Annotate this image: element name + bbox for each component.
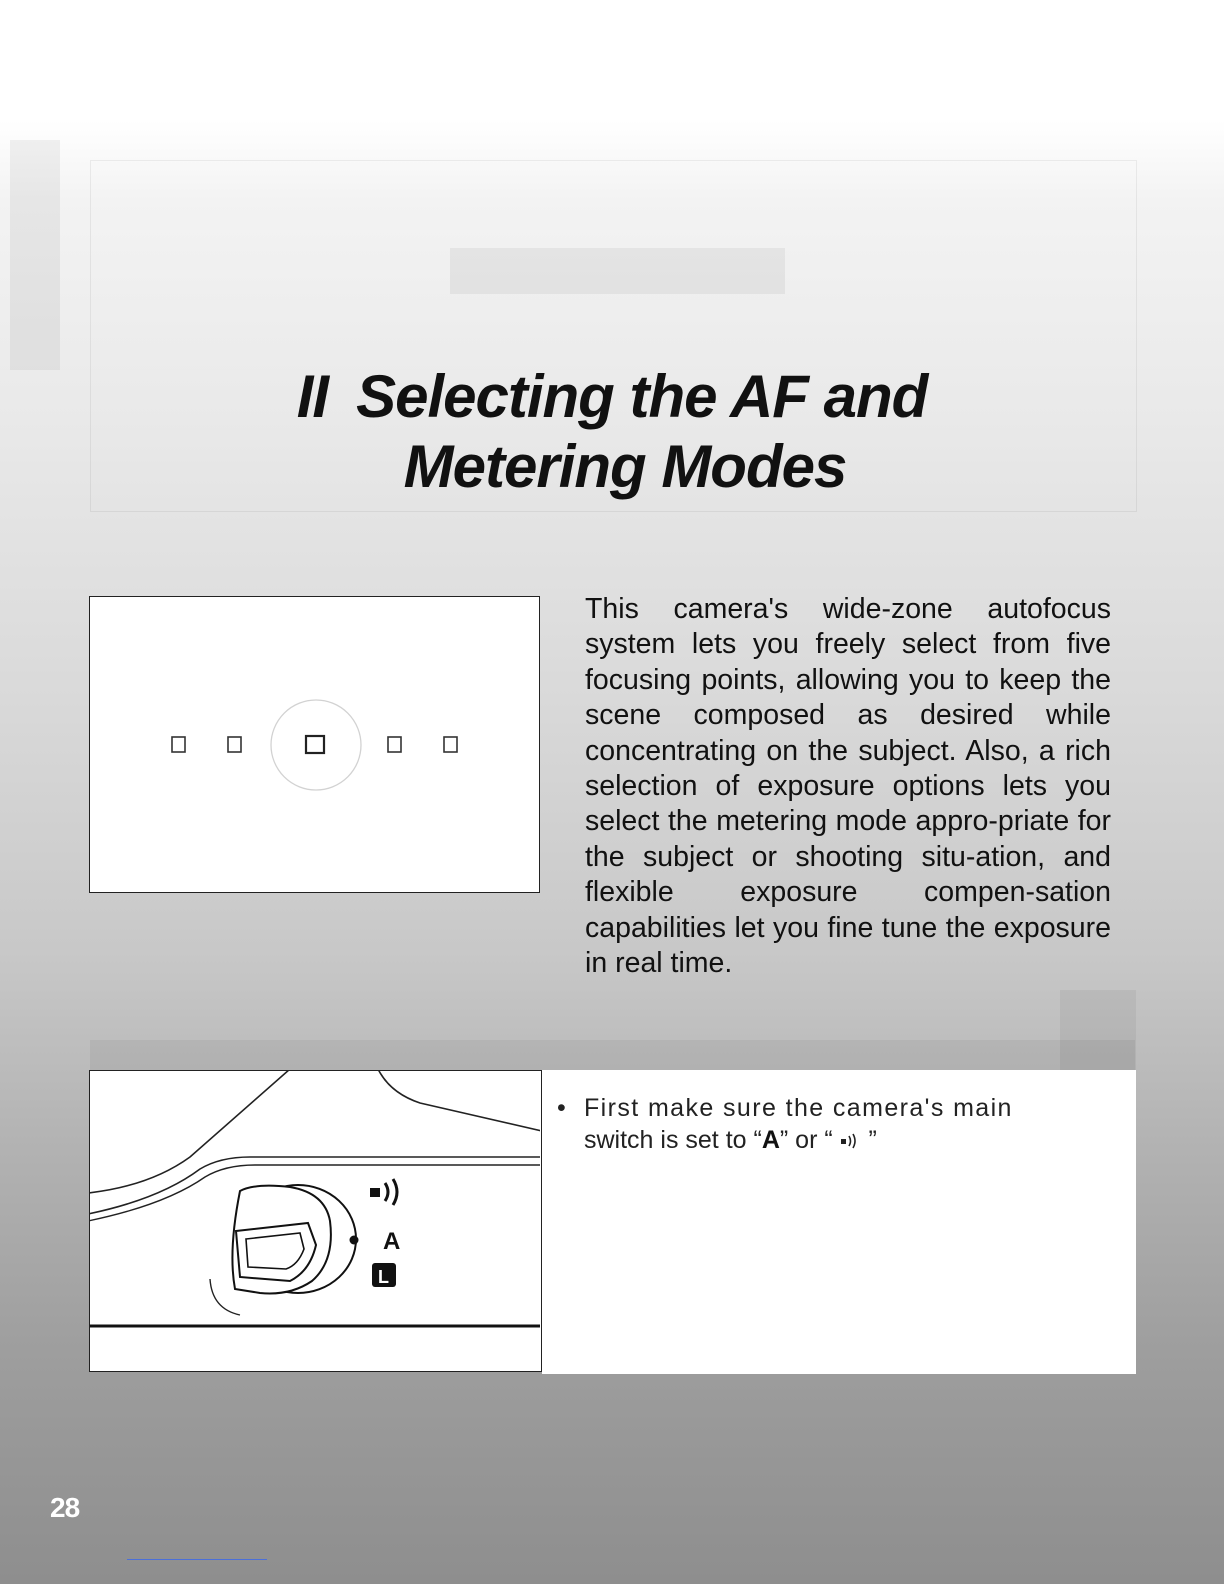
show-through-band (90, 1040, 1135, 1070)
link-underline (127, 1559, 267, 1560)
focus-point-far-left (172, 737, 185, 752)
lock-label: L (378, 1267, 389, 1287)
instruction-note (557, 1092, 1114, 1156)
focus-point-center (306, 736, 324, 753)
spot-metering-circle (271, 700, 361, 790)
show-through-title-bar (450, 248, 785, 294)
note-line-2-middle: ” or “ (779, 1126, 840, 1154)
af-points-svg (90, 597, 538, 891)
heading-line-2: Metering Modes (403, 433, 847, 500)
note-line-1: First make sure the camera's main (584, 1094, 1013, 1122)
note-line-2-suffix: ” (861, 1126, 877, 1154)
heading-title-part-1: Selecting the AF and (356, 363, 928, 430)
bullet: • (557, 1094, 566, 1122)
main-switch-diagram (89, 1070, 542, 1372)
show-through-tab (1060, 990, 1136, 1070)
show-through-edge (10, 140, 60, 370)
focus-point-right (388, 737, 401, 752)
chapter-heading (0, 362, 1224, 502)
continuous-af-sound-icon (370, 1179, 397, 1205)
main-switch-svg (90, 1071, 540, 1370)
instruction-panel (542, 1070, 1136, 1374)
viewfinder-af-points-diagram (89, 596, 540, 893)
chapter-numeral: II (296, 363, 329, 430)
lock-icon (372, 1263, 396, 1287)
index-dot (350, 1236, 359, 1245)
note-mode-a: A (761, 1126, 780, 1154)
intro-paragraph: This camera's wide-zone autofocus system lets you freely select from five focusing points, allowing you to keep the scene composed as desired while concentrating on the subject. Also, a rich selection of exposure options lets you select the metering mode appro-priate for the subject or shooting situ-ation, and flexible exposure compen-sation capabilities let you fine tune the exposure in real time. (585, 593, 1111, 980)
continuous-af-sound-icon (840, 1133, 862, 1149)
focus-point-far-right (444, 737, 457, 752)
body-edge-line (90, 1071, 290, 1193)
mode-label-a: A (383, 1228, 401, 1255)
page-number: 28 (50, 1492, 80, 1523)
heading-line-1 (0, 362, 1224, 432)
note-line-2 (584, 1126, 877, 1154)
note-line-2-prefix: switch is set to “ (584, 1126, 762, 1154)
prism-edge-line (378, 1071, 540, 1131)
focus-point-left (228, 737, 241, 752)
